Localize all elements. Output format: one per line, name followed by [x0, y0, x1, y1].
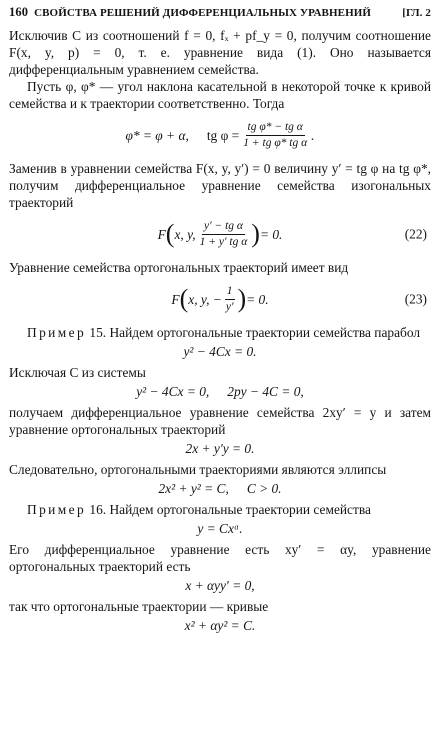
paragraph-angle-definition: Пусть φ, φ* — угол наклона касательной в некоторой точке к кривой семейства и к траектории соответственно. Тогда: [9, 79, 431, 111]
equation-tg-lhs: tg φ =: [206, 127, 240, 143]
fraction-23-denominator: y′: [225, 300, 234, 313]
running-title: СВОЙСТВА РЕШЕНИЙ ДИФФЕРЕНЦИАЛЬНЫХ УРАВНЕНИЙ: [34, 7, 372, 19]
equation-23-prefix: F: [171, 291, 180, 307]
equation-22: F ( x, y, $\frac{\text{y′ − tg α}}{\text{1 + y′ tg α}}$ ) = 0. (22): [157, 219, 427, 248]
example-15-orthogonal-equation: 2x + y′y = 0.: [185, 441, 255, 456]
running-header: [9, 4, 431, 22]
fraction-22-numerator: y′ − tg α: [202, 220, 245, 235]
example-16-word: Пример: [27, 502, 87, 517]
example-15-diffeq-text: получаем дифференциальное уравнение семейства 2xy′ = y и затем уравнение ортогональных траекторий: [9, 405, 431, 437]
example-15-word: Пример: [27, 325, 87, 340]
example-15-ellipse-eq: 2x² + y² = C,: [158, 481, 229, 496]
equation-end: .: [311, 127, 315, 143]
equation-22-args: x, y,: [174, 226, 196, 242]
equation-22-prefix: F: [157, 226, 166, 242]
page-number: 160: [9, 5, 29, 19]
equation-23: F ( x, y, − $\frac{1}{y'}$ ) = 0. (23): [171, 284, 427, 313]
equation-phi-left: φ* = φ + α,: [125, 127, 189, 143]
paragraph-orthogonal: Уравнение семейства ортогональных траекторий имеет вид: [9, 260, 349, 275]
fraction-22-denominator: 1 + y′ tg α: [199, 235, 248, 248]
example-16-curves: x² + αy² = C.: [184, 618, 256, 633]
fraction-numerator: tg φ* − tg α: [246, 121, 305, 136]
fraction-23: [224, 285, 236, 314]
example-15-equation-parabolas: y² − 4Cx = 0.: [183, 344, 257, 359]
example-15-intro: [9, 324, 431, 341]
example-15-ellipses: [9, 480, 431, 497]
example-16-diffeq-text: Его дифференциальное уравнение есть xy′ = αy, уравнение ортогональных траекторий есть: [9, 542, 431, 574]
example-16-text: 16. Найдем ортогональные траектории семейства: [86, 502, 371, 517]
example-16-intro: [9, 501, 431, 518]
example-16-conclusion: так что ортогональные траектории — кривые: [9, 599, 269, 614]
equation-22-suffix: = 0.: [259, 226, 283, 242]
equation-23-suffix: = 0.: [246, 291, 269, 307]
example-16-family: y = Cxᵅ.: [197, 521, 243, 536]
paragraph-isogonal: Заменив в уравнении семейства F(x, y, y′) = 0 величину y′ = tg φ на tg φ*, получим дифференциальное уравнение семейства изогональных траекторий: [9, 161, 431, 210]
equation-23-label: (23): [404, 291, 427, 307]
example-16-orthogonal-equation: x + αyy′ = 0,: [185, 578, 255, 593]
example-15-system-eq2: 2py − 4C = 0,: [227, 384, 304, 399]
fraction-23-numerator: 1: [225, 285, 235, 300]
fraction-tg: [241, 121, 309, 150]
equation-phi-relation: [9, 114, 431, 156]
chapter-label: [ГЛ. 2: [402, 7, 431, 19]
equation-23-args: x, y, −: [188, 291, 222, 307]
equation-22-label: (22): [404, 226, 427, 242]
example-15-system: [9, 383, 431, 400]
example-15-conclusion: Следовательно, ортогональными траекториями являются эллипсы: [9, 462, 387, 477]
example-15-ellipse-cond: C > 0.: [246, 481, 282, 496]
fraction-denominator: 1 + tg φ* tg α: [243, 136, 308, 149]
example-15-system-intro: Исключая C из системы: [9, 365, 146, 380]
fraction-22: [198, 220, 250, 249]
example-15-text: 15. Найдем ортогональные траектории семейства парабол: [86, 325, 421, 340]
example-15-system-eq1: y² − 4Cx = 0,: [136, 384, 210, 399]
paragraph-elimination: Исключив C из соотношений f = 0, fₓ + pf_y = 0, получим соотношение F(x, y, p) = 0, т. е. уравнение вида (1). Оно называется дифференциальным уравнением семейства.: [9, 28, 431, 77]
